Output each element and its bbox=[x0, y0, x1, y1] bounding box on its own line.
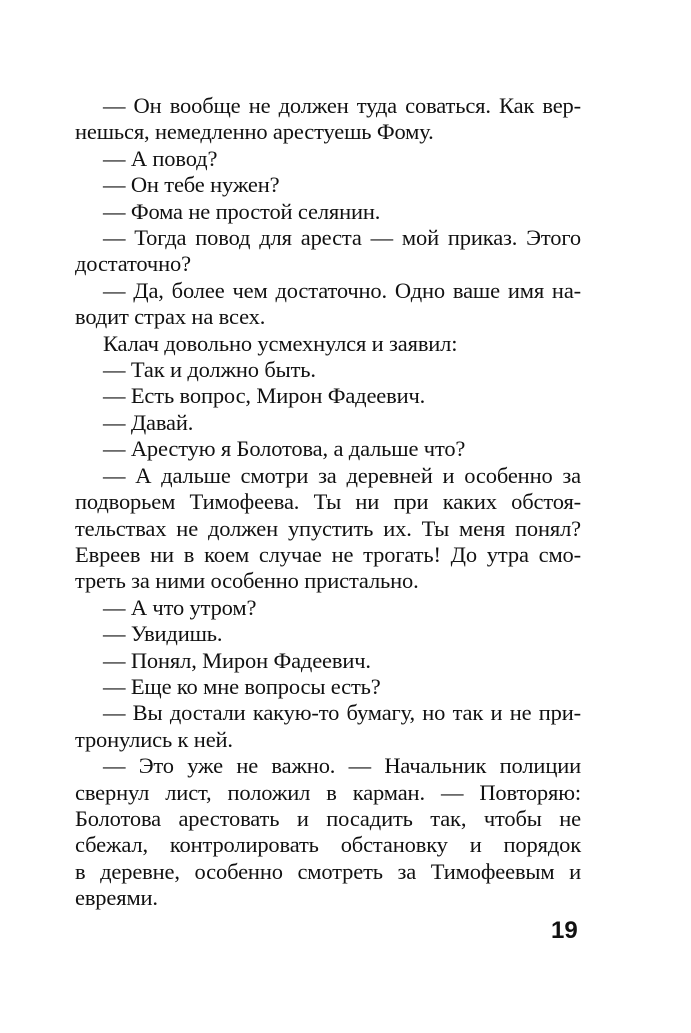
text-line: — Это уже не важно. — Начальник полиции bbox=[103, 753, 581, 779]
text-line: — Он вообще не должен туда соваться. Как вер- bbox=[103, 93, 581, 118]
text-line: — Тогда повод для ареста — мой приказ. Этого bbox=[103, 225, 581, 251]
text-line: — Так и должно быть. bbox=[103, 357, 316, 383]
text-line: — А дальше смотри за деревней и особенно за bbox=[103, 462, 581, 488]
text-line: в деревне, особенно смотреть за Тимофеевым и bbox=[75, 858, 581, 884]
page-body bbox=[75, 93, 581, 912]
text-line: водит страх на всех. bbox=[75, 304, 266, 330]
text-line: — Вы достали какую-то бумагу, но так и не при- bbox=[103, 700, 581, 726]
text-line: — Он тебе нужен? bbox=[103, 172, 280, 198]
text-line: Евреев ни в коем случае не трогать! До утра смо- bbox=[75, 541, 581, 567]
text-line: достаточно? bbox=[75, 251, 191, 277]
text-line: подворьем Тимофеева. Ты ни при каких обстоя- bbox=[75, 489, 581, 515]
text-line: — Давай. bbox=[103, 409, 194, 435]
text-line: Калач довольно усмехнулся и заявил: bbox=[103, 330, 458, 356]
text-line: тельствах не должен упустить их. Ты меня понял? bbox=[75, 515, 581, 541]
text-line: — А что утром? bbox=[103, 594, 257, 620]
text-line: сбежал, контролировать обстановку и порядок bbox=[75, 832, 581, 858]
page-number: 19 bbox=[551, 917, 578, 944]
text-line: — Увидишь. bbox=[103, 621, 223, 647]
text-line: — Есть вопрос, Мирон Фадеевич. bbox=[103, 383, 426, 409]
text-line: Болотова арестовать и посадить так, чтобы не bbox=[75, 805, 581, 831]
text-line: — Да, более чем достаточно. Одно ваше имя на- bbox=[103, 277, 581, 303]
text-line: — Фома не простой селянин. bbox=[103, 198, 381, 224]
text-line: — А повод? bbox=[103, 145, 218, 171]
text-line: тронулись к ней. bbox=[75, 726, 233, 752]
text-line: евреями. bbox=[75, 885, 158, 911]
text-line: треть за ними особенно пристально. bbox=[75, 568, 419, 594]
text-line: нешься, немедленно арестуешь Фому. bbox=[75, 119, 434, 145]
text-line: — Еще ко мне вопросы есть? bbox=[103, 673, 381, 699]
text-line: свернул лист, положил в карман. — Повторяю: bbox=[75, 779, 581, 805]
text-line: — Арестую я Болотова, а дальше что? bbox=[103, 436, 466, 462]
text-line: — Понял, Мирон Фадеевич. bbox=[103, 647, 371, 673]
